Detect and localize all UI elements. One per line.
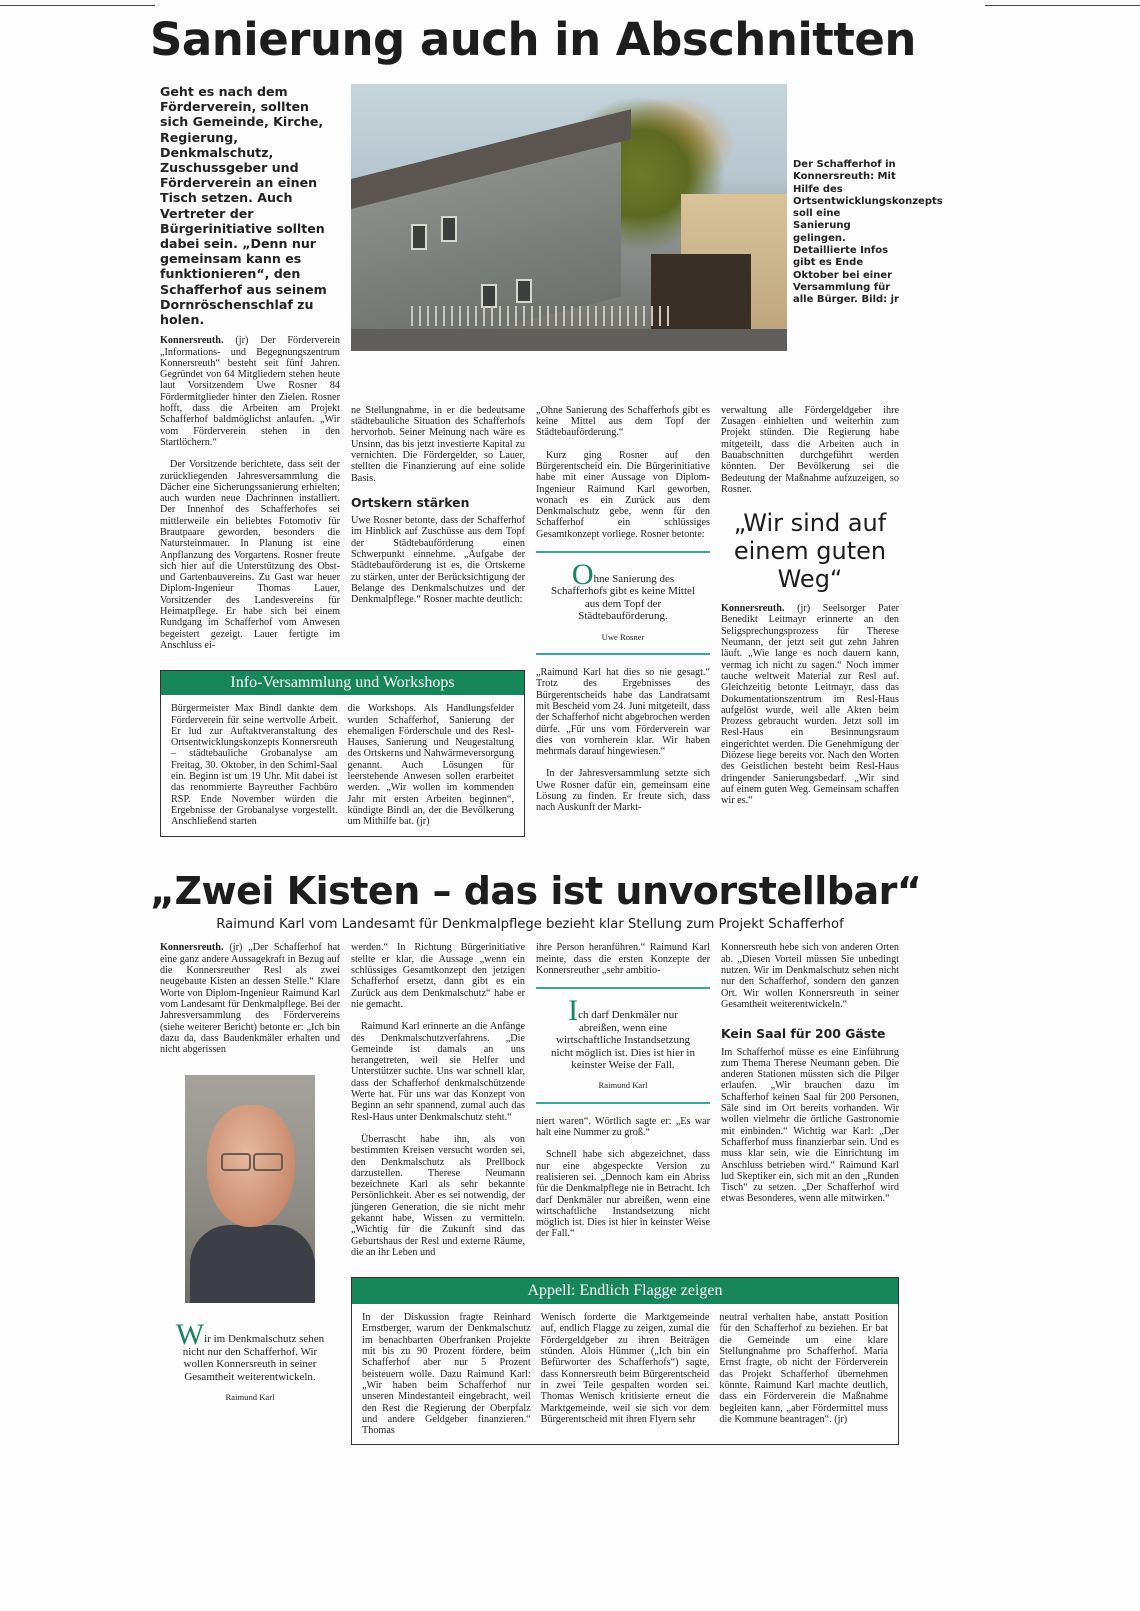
photo-cell bbox=[351, 84, 710, 351]
top-left-rule bbox=[0, 5, 155, 6]
schafferhof-photo bbox=[351, 84, 787, 351]
article-1-grid bbox=[160, 84, 943, 853]
appell-column-3: neutral verhalten habe, anstatt Position für den Schafferhof zu beziehen. Er bat die Gemeinde um eine klare Stellungnahme pro Schafferhof. Maria Ernst fragte, ob nicht der Förderverein das Projekt Schafferhof übernehmen könnte. Raimund Karl machte deutlich, dass ein Förderverein die Maßnahme begleiten kann, „aber Fördermittel muss die Kommune beantragen“. (jr) bbox=[719, 1312, 889, 1425]
article-column-2: ne Stellungnahme, in er die bedeutsame städtebauliche Situation des Schafferhofs hervorhob. Seiner Meinung nach wäre es Unsinn, das bis jetzt investierte Kapital zu vernichten. Die Fördergelder, so Lauer, stellten die Finanzierung auf eine solide Basis. Ortskern stärken Uwe Rosner betonte, dass der Schafferhof im Hinblick auf Zuschüsse aus dem Topf der Städtebauförderung einen Schwerpunkt einnehme. „Aufgabe der Städtebauförderung ist es, die Ortskerne zu stärken, unter der Berücksichtigung der Belange des Denkmalschutzes und der Denkmalpflege.“ Rosner machte deutlich: bbox=[351, 404, 525, 606]
raimund-karl-portrait bbox=[185, 1075, 315, 1303]
section-subhead: Kein Saal für 200 Gäste bbox=[721, 1026, 886, 1042]
appell-box bbox=[351, 1277, 899, 1445]
appell-box-title: Appell: Endlich Flagge zeigen bbox=[352, 1278, 898, 1304]
info-box bbox=[160, 670, 525, 836]
article-column-1-stack bbox=[160, 84, 340, 662]
article-3-column-1: Konnersreuth. (jr) „Der Schafferhof hat eine ganz andere Aussagekraft in Bezug auf die Konnersreuther Resl als zwei neugebaute Kisten an dessen Stelle.“ Klare Worte von Diplom-Ingenieur Raimund Karl vom Landesamt für Denkmalpflege. Bei der Jahresversammlung des Fördervereins (siehe weiterer Bericht) betonte er: „Ich bin dazu da, dass Baudenkmäler erhalten und nicht abgerissen bbox=[160, 942, 340, 1056]
article-3-column-3-stack bbox=[536, 942, 710, 1250]
article-3-column-2: werden.“ In Richtung Bürgerinitiative stellte er klar, die Aussage „wenn ein schlüssiges Gesamtkonzept den jetzigen Schafferhof ersetzt, dann gibt es ein Zurück aus dem Denkmalschutz“ habe er nie gemacht. Raimund Karl erinnerte an die Anfänge des Denkmalschutzverfahrens. „Die Gemeinde ist damals an uns herangetreten, weil sie Helfer und Unterstützer suchte. Uns war schnell klar, dass der Schafferhof denkmalschützende Werte hat. Für uns war das Konzept von Beginn an sehr spannend, zumal auch das Resl-Haus unter Denkmalschutz steht.“ Überrascht habe ihn, als von bestimmten Kreisen versucht worden sei, den Denkmalschutz als Prellbock darzustellen. Therese Neumann bezeichnete Karl als sehr bekannte Persönlichkeit. Aber es sei notwendig, der jüngeren Generation, die sie nicht mehr gekannt habe, Wissen zu vermitteln. „Wichtig für die Zukunft sind das Geburtshaus der Resl und externe Räume, die an ihr Leben und bbox=[351, 942, 525, 1258]
section-subhead: Ortskern stärken bbox=[351, 494, 470, 510]
pull-quote: Ohne Sanierung des Schafferhofs gibt es keine Mittel aus dem Topf der Städtebauförderung. Uwe Rosner bbox=[536, 553, 710, 653]
pull-quote-mid: Ich darf Denkmäler nur abreißen, wenn eine wirtschaftliche Instandsetzung nicht möglich ist. Dies ist hier in keinster Weise der Fall. Raimund Karl bbox=[536, 989, 710, 1101]
article-3-subheadline: Raimund Karl vom Landesamt für Denkmalpflege bezieht klar Stellung zum Projekt Schafferhof bbox=[216, 917, 844, 933]
quote-author: Uwe Rosner bbox=[601, 631, 645, 642]
photo-caption: Der Schafferhof in Konnersreuth: Mit Hilfe des Ortsentwicklungskonzepts soll eine Sanierung gelingen. Detaillierte Infos gibt es Ende Oktober bei einer Versammlung für alle Bürger. Bild: jr bbox=[793, 159, 943, 306]
quote-rule-bottom bbox=[536, 1102, 710, 1104]
article-2-text: Konnersreuth. (jr) Seelsorger Pater Benedikt Leitmayr erinnerte an den Seligsprechungsprozess für Therese Neumann, der jetzt seit gut zehn Jahren läuft. „Wie lange es noch dauern kann, vermag ich nicht zu sagen.“ Noch immer tauche weltweit Material zur Resl auf. Gleichzeitig betonte Leitmayr, dass das Dokumentationszentrum im Resl-Haus aufgelöst wurde, weil alle Akten beim Prozess gebraucht wurden. Jetzt soll im Resl-Haus ein Besinnungsraum eingerichtet werden. Die Genehmigung der Diözese liege bereits vor. Nach den Worten des Geistlichen besteht beim Resl-Haus dringender Sanierungsbedarf. „Wir sind auf einem guten Weg. Gemeinsam schaffen wir es.“ bbox=[721, 603, 899, 807]
article-intro: Geht es nach dem Förderverein, sollten sich Gemeinde, Kirche, Regierung, Denkmalschutz, Zuschussgeber und Förderverein an einen Tisch setzen. Auch Vertreter der Bürgerinitiative sollten dabei sein. „Denn nur gemeinsam kann es funktionieren“, den Schafferhof aus seinem Dornröschenschlaf zu holen. bbox=[160, 84, 327, 328]
article-3-column-4: Konnersreuth hebe sich von anderen Orten ab. „Diesen Vorteil müssen Sie unbedingt nutzen. Wir im Denkmalschutz sehen nicht nur den Schafferhof, sondern den ganzen Ort. Wir wollen Konnersreuth in seiner Gesamtheit weiterentwickeln.“ Kein Saal für 200 Gäste Im Schafferhof müsse es eine Einführung zum Thema Therese Neumann geben. Die anderen Stationen müssten sich die Pilger erlaufen. „Wir brauchen dazu im Schafferhof keinen Saal für 200 Personen, Säle sind im Ort bereits vorhanden. Wir wollen vielmehr die örtliche Gastronomie mit einbinden.“ Wichtig war Karl: „Der Schafferhof muss finanzierbar sein. Und es muss klar sein, wie die Einrichtung im Anschluss betrieben wird.“ Raimund Karl lud Skeptiker ein, sich mit an den „Runden Tisch“ zu setzen. „Der Schafferhof wird etwas Besonderes, wenn alle mitwirken.“ bbox=[721, 942, 899, 1205]
quote-author: Raimund Karl bbox=[225, 1392, 275, 1403]
article-column-3-continued: „Raimund Karl hat dies so nie gesagt.“ Trotz des Ergebnisses des Bürgerentscheids habe das Landratsamt mit Bescheid vom 24. Juni mitgeteilt, dass der Schafferhof nicht abgebrochen werden dürfe. „Für uns vom Förderverein war dies von vornherein klar. Wir haben mehrmals darauf hingewiesen.“ In der Jahresversammlung setzte sich Uwe Rosner dafür ein, gemeinsam eine Lösung zu finden. Er freute sich, dass nach Auskunft der Markt- bbox=[536, 667, 710, 814]
article-column-3: „Ohne Sanierung des Schafferhofs gibt es keine Mittel aus dem Topf der Städtebauförderung.“ Kurz ging Rosner auf den Bürgerentscheid ein. Die Bürgerinitiative habe mit einer Aussage von Diplom-Ingenieur Raimund Karl geworben, wonach es ein Zurück aus dem Denkmalschutz gebe, wenn für den Schafferhof ein schlüssiges Gesamtkonzept vorliege. Rosner betonte: bbox=[536, 404, 710, 540]
article-column-3-stack bbox=[536, 405, 710, 825]
quote-rule-bottom bbox=[536, 653, 710, 655]
article-column-4: verwaltung alle Fördergeldgeber ihre Zusagen einhielten und weiterhin zum Projekt stünden. Die Regierung habe mitgeteilt, dass die Arbeiten auch in Bauabschnitten durchgeführt werden könnten. Der Bevölkerung sei die Bedeutung der Maßnahme aufzuzeigen, so Rosner. bbox=[721, 404, 899, 495]
info-box-column-2: die Workshops. Als Handlungsfelder wurden Schafferhof, Sanierung der ehemaligen Förderschule und des Resl-Hauses, Sanierung und Neugestaltung des Ortskerns und Nahwärmeversorgung genannt. Auch Lösungen für leerstehende Anwesen sollen erarbeitet werden. „Wir wollen im kommenden Jahr mit ersten Arbeiten beginnen“, kündigte Bindl an, der die Bevölkerung um Mithilfe bat. (jr) bbox=[347, 703, 514, 828]
article-3-grid bbox=[160, 942, 900, 1445]
quote-author: Raimund Karl bbox=[598, 1080, 648, 1091]
appell-column-1: In der Diskussion fragte Reinhard Ernstberger, warum der Denkmalschutz im benachbarten Oberfranken Projekte mit bis zu 90 Prozent fördere, beim Schafferhof aber nur 5 Prozent beisteuern wolle. Dazu Raimund Karl: „Wir haben beim Schafferhof nur unseren Mindestanteil eingebracht, weil den Rest die Regierung der Oberpfalz und andere Geldgeber finanzieren.“ Thomas bbox=[362, 1312, 531, 1437]
dateline: Konnersreuth. bbox=[160, 335, 224, 347]
article-2-headline: „Wir sind auf einem guten Weg“ bbox=[733, 509, 887, 594]
pull-quote-left: Wir im Denkmalschutz sehen nicht nur den Schafferhof. Wir wollen Konnersreuth in seiner Gesamtheit weiterentwickeln. Raimund Karl bbox=[160, 1313, 340, 1413]
top-right-rule bbox=[985, 5, 1140, 6]
info-box-title: Info-Versammlung und Workshops bbox=[161, 671, 524, 695]
appell-column-2: Wenisch forderte die Marktgemeinde auf, endlich Flagge zu zeigen, zumal die Fördergeldgeber zu ihren Beiträgen stünden. Alois Hümmer („Ich bin ein Befürworter des Schafferhofs“) sagte, dass Konnersreuth beim Bürgerentscheid in zwei Teile gespalten worden sei. Thomas Wenisch kritisierte erneut die Marktgemeinde, weil sie sich vor dem Bürgerentscheid mit ihren Flyern sehr bbox=[540, 1312, 710, 1425]
article-3-column-3: ihre Person heranführen.“ Raimund Karl meinte, dass die ersten Konzepte der Konnersreuther „sehr ambitio- bbox=[536, 942, 710, 977]
article-3-column-1-stack bbox=[160, 942, 340, 1413]
article-3-column-3-continued: niert waren“. Wörtlich sagte er: „Es war halt eine Nummer zu groß.“ Schnell habe sich abgezeichnet, dass nur eine abgespeckte Version zu realisieren sei. „Dennoch kam ein Abriss für die Denkmalpflege nie in Betracht. Ich darf Denkmäler nur abreißen, wenn eine wirtschaftliche Instandsetzung nicht möglich ist. Dies ist hier in keinster Weise der Fall.“ bbox=[536, 1115, 710, 1240]
info-box-column-1: Bürgermeister Max Bindl dankte dem Förderverein für seine wertvolle Arbeit. Er lud zur Auftaktveranstaltung des Ortsentwicklungskonzepts Konnersreuth – städtebauliche Grobanalyse am Freitag, 30. Oktober, in den Schiml-Saal ein. Beginn ist um 19 Uhr. Mit dabei ist das renommierte Bayreuther Fachbüro RSP. Ende November würden die Ergebnisse der Grobanalyse vorgestellt. Anschließend starten bbox=[171, 703, 338, 828]
article-headline: Sanierung auch in Abschnitten bbox=[150, 13, 916, 66]
article-column-1: Konnersreuth. (jr) Der Förderverein „Informations- und Begegnungszentrum Konnersreuth“ besteht seit fünf Jahren. Gegründet von 64 Mitgliedern stehen heute laut Vorsitzendem Uwe Rosner 84 Fördermitglieder hinter den Zielen. Rosner hofft, dass die Arbeiten am Projekt Schafferhof baldmöglichst anlaufen. „Wir vom Förderverein stehen in den Startlöchern.“ Der Vorsitzende berichtete, dass seit der zurückliegenden Jahresversammlung die Dächer eine Sicherungssanierung erhielten; auch wurden neue Dachrinnen installiert. Der Innenhof des Schafferhofes sei mittlerweile ein beliebtes Fotomotiv für Brautpaare geworden, besonders die Natursteinmauer. In Planung ist eine Anpflanzung des Vorgartens. Rosner freute sich hier auf die Unterstützung des Obst- und Gartenbauvereins. Zu Gast war heuer Diplom-Ingenieur Thomas Lauer, Vorsitzender des Landesvereins für Heimatpflege. Er habe sich bei einem Rundgang im Schafferhof vom Anwesen begeistert gezeigt. Lauer fertigte im Anschluss ei- bbox=[160, 335, 340, 651]
photo-credit: Bild: jr bbox=[861, 294, 899, 306]
article-3-headline: „Zwei Kisten – das ist unvorstellbar“ bbox=[150, 869, 922, 914]
page bbox=[150, 12, 943, 1445]
article-column-4-stack bbox=[721, 405, 899, 818]
